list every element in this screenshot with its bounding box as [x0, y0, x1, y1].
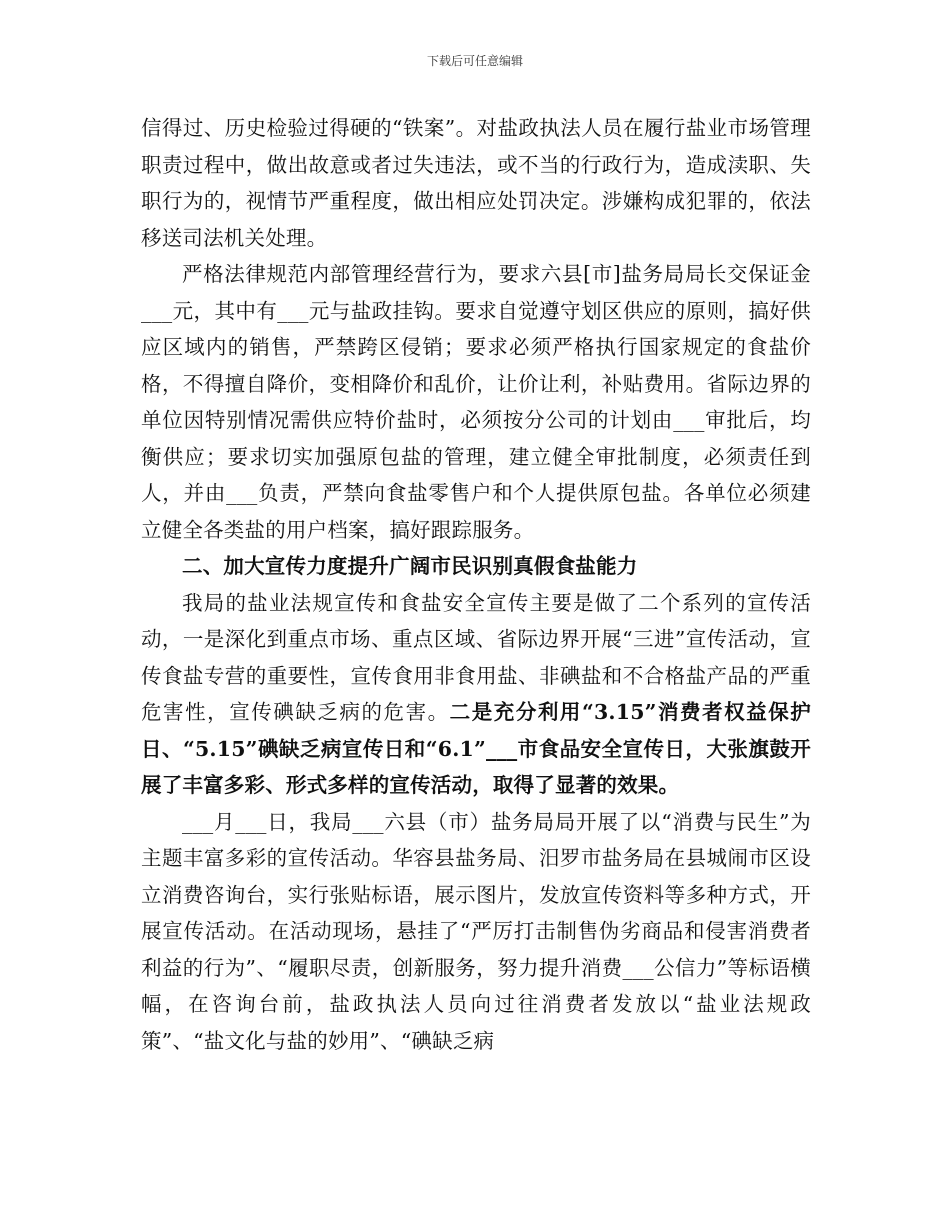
section-heading: 二、加大宣传力度提升广阔市民识别真假食盐能力 — [182, 554, 638, 578]
paragraph-activity: ___月___日，我局___六县（市）盐务局局开展了以“消费与民生”为主题丰富多彩的宣传活动。华容县盐务局、汨罗市盐务局在县城闹市区设立消费咨询台，实行张贴标语，展示图片，发放宣传资料等多种方式，开展宣传活动。在活动现场，悬挂了“严厉打击制售伪劣商品和侵害消费者利益的行为”、“履职尽责，创新服务，努力提升消费___公信力”等标语横幅，在咨询台前，盐政执法人员向过往消费者发放以“盐业法规政策”、“盐文化与盐的妙用”、“碘缺乏病 — [141, 809, 811, 1053]
document-body — [141, 110, 811, 1059]
page-header: 下载后可任意编辑 — [426, 54, 523, 68]
publicity-text-bold: 二是充分利用“3.15”消费者权益保护日、“5.15”碘缺乏病宣传日和“6.1”___市食品安全宣传日，大张旗鼓开展了丰富多彩、形式多样的宣传活动，取得了显著的效果。 — [141, 700, 811, 797]
paragraph-publicity — [141, 585, 811, 804]
publicity-text: 我局的盐业法规宣传和食盐安全宣传主要是做了二个系列的宣传活动，一是深化到重点市场、重点区域、省际边界开展“三进”宣传活动，宣传食盐专营的重要性，宣传食用非食用盐、非碘盐和不合格盐产品的严重危害性，宣传碘缺乏病的危害。 — [141, 590, 811, 724]
paragraph-continued: 信得过、历史检验过得硬的“铁案”。对盐政执法人员在履行盐业市场管理职责过程中，做出故意或者过失违法，或不当的行政行为，造成渎职、失职行为的，视情节严重程度，做出相应处罚决定。涉嫌构成犯罪的，依法移送司法机关处理。 — [141, 116, 811, 250]
paragraph-internal-management: 严格法律规范内部管理经营行为，要求六县[市]盐务局局长交保证金___元，其中有___元与盐政挂钩。要求自觉遵守划区供应的原则，搞好供应区域内的销售，严禁跨区侵销；要求必须严格执行国家规定的食盐价格，不得擅自降价，变相降价和乱价，让价让利，补贴费用。省际边界的单位因特别情况需供应特价盐时，必须按分公司的计划由___审批后，均衡供应；要求切实加强原包盐的管理，建立健全审批制度，必须责任到人，并由___负责，严禁向食盐零售户和个人提供原包盐。各单位必须建立健全各类盐的用户档案，搞好跟踪服务。 — [141, 262, 811, 542]
